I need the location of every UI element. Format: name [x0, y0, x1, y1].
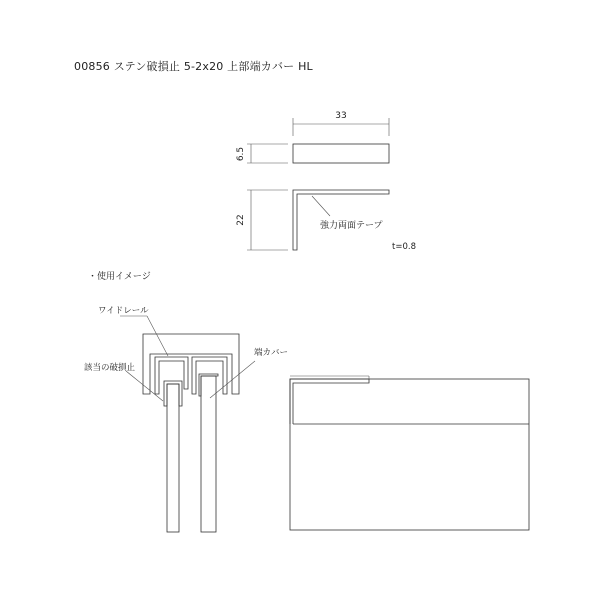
rail-channel-left — [155, 357, 188, 394]
width-dimension-label: 33 — [335, 111, 347, 121]
wide-rail-label: ワイドレール — [98, 306, 149, 316]
panel-right — [201, 376, 216, 532]
usage-heading: ・使用イメージ — [88, 272, 151, 282]
panel-left — [167, 384, 179, 532]
page-title: 00856 ステン破損止 5-2x20 上部端カバー HL — [74, 60, 313, 73]
height-top-dimension-label: 6.5 — [236, 146, 246, 162]
applicable-stop-label: 該当の破損止 — [84, 363, 136, 373]
usage-perspective — [290, 376, 529, 530]
end-cover-section — [199, 374, 218, 396]
panel-face — [290, 379, 529, 530]
cover-top-plate — [293, 144, 389, 163]
cover-l-profile — [293, 190, 389, 250]
top-view — [236, 111, 389, 163]
thickness-label: t=0.8 — [392, 242, 416, 252]
applicable-stop-leader — [126, 371, 163, 401]
tape-label: 強力両面テープ — [320, 221, 383, 231]
height-side-dimension-label: 22 — [236, 214, 246, 226]
end-cover-label: 端カバー — [254, 348, 289, 358]
end-cover-perspective — [290, 379, 369, 424]
wide-rail-leader — [147, 316, 168, 356]
usage-cross-section — [84, 306, 288, 532]
side-view — [236, 190, 416, 252]
end-cover-leader — [210, 361, 255, 398]
tape-leader-line — [312, 196, 330, 216]
wide-rail-housing — [143, 334, 239, 394]
